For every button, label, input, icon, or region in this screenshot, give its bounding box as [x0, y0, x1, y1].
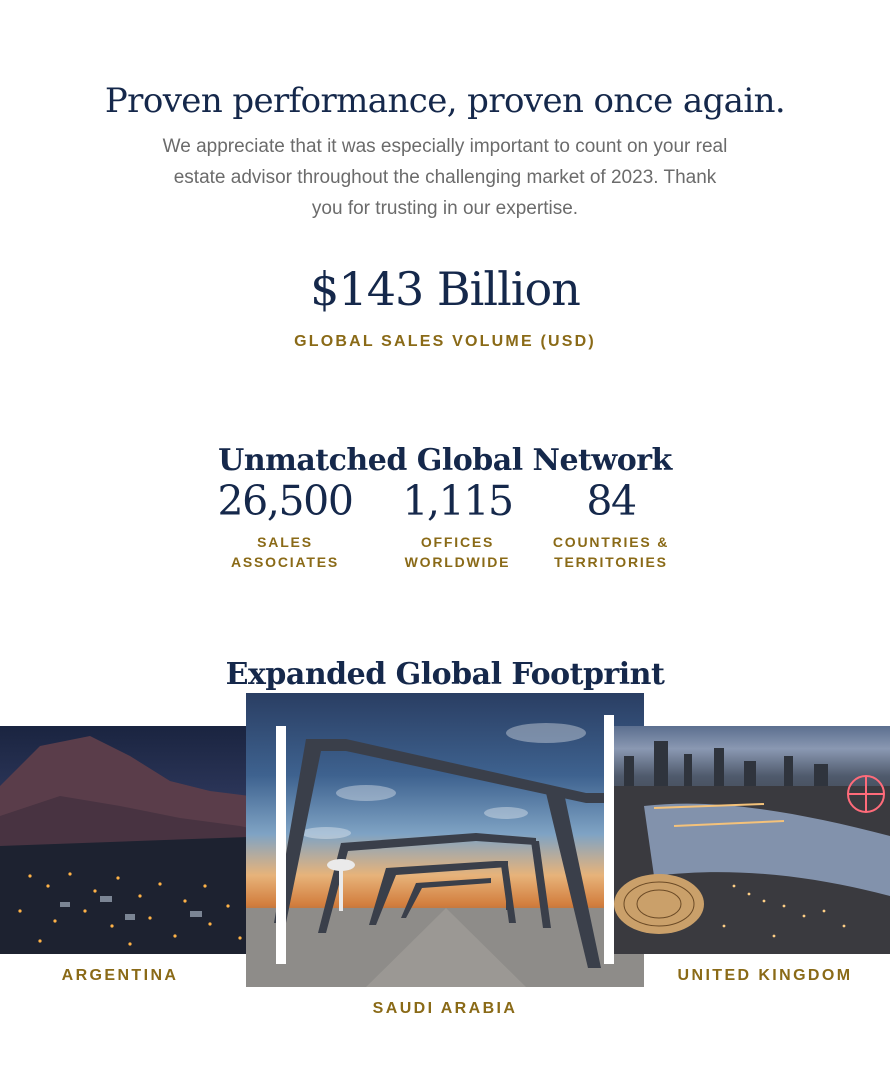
network-section-title: Unmatched Global Network [218, 442, 672, 478]
page-title: Proven performance, proven once again. [104, 80, 786, 121]
stat-label-line: ASSOCIATES [231, 554, 339, 570]
stat-label-line: TERRITORIES [554, 554, 668, 570]
stat-countries-territories [535, 478, 687, 572]
stat-offices-worldwide [385, 478, 530, 572]
stat-label [385, 532, 530, 572]
photo-divider [276, 726, 286, 964]
argentina-photo [0, 726, 276, 954]
stat-sales-associates [200, 478, 370, 572]
caption-argentina: ARGENTINA [61, 967, 179, 984]
stat-value: 84 [586, 477, 636, 525]
stat-label-line: COUNTRIES & [552, 534, 670, 550]
stat-value: 26,500 [217, 477, 353, 525]
saudi-arabia-photo [246, 693, 644, 987]
stat-label-line: OFFICES [420, 534, 495, 550]
stat-label [200, 532, 370, 572]
stat-label-line: WORLDWIDE [404, 554, 511, 570]
footprint-section-title: Expanded Global Footprint [225, 656, 665, 692]
stat-label-line: SALES [257, 534, 313, 550]
united-kingdom-photo [614, 726, 890, 954]
stat-label [535, 532, 687, 572]
caption-united-kingdom: UNITED KINGDOM [677, 967, 853, 984]
photo-divider [604, 715, 614, 964]
global-sales-volume-label: GLOBAL SALES VOLUME (USD) [294, 333, 596, 350]
caption-saudi-arabia: SAUDI ARABIA [372, 1000, 518, 1017]
global-sales-volume-value: $143 Billion [310, 262, 580, 316]
intro-paragraph: We appreciate that it was especially important to count on your real estate advisor throughout the challenging market of 2023. Thank you for trusting in our expertise. [162, 136, 728, 219]
stat-value: 1,115 [402, 477, 513, 525]
